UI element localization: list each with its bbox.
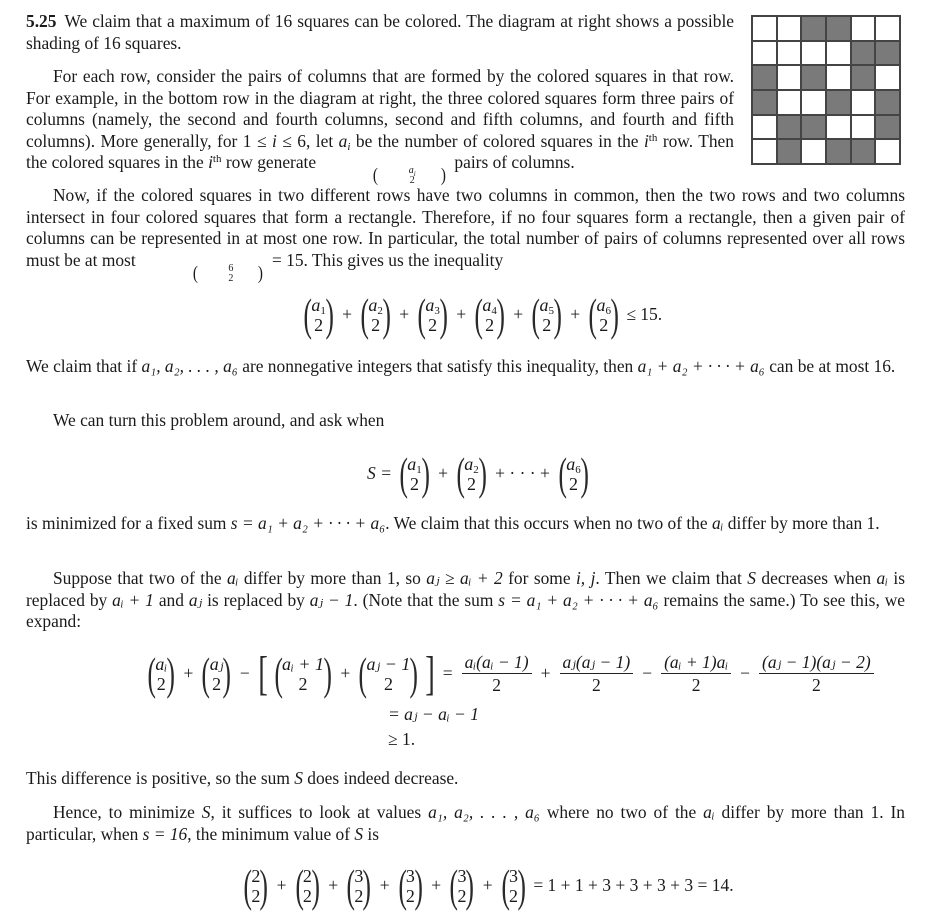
binomial: ( 2 2 ) [294,860,320,911]
sum-S-equation [367,449,592,499]
inequality-equation [300,290,662,340]
plus: + [570,304,581,325]
plus: + [379,875,390,896]
bottom: 2 [410,474,420,494]
text: row generate [221,152,321,173]
bottom: 2 [371,315,381,335]
grid-cell-empty [875,65,900,90]
sub: 6 [575,464,581,476]
var-S: S [354,823,364,844]
sup-th: th [212,153,222,166]
var-S: S [747,568,756,588]
grid-cell-empty [752,41,777,66]
numerator: aᵢ(aᵢ − 1) [462,652,532,674]
inline-binomial-6-2: ( 6 2 ) [192,262,264,284]
text: can be at most 16. [764,356,896,376]
top: a [596,295,606,315]
top: a [407,454,417,474]
bin-top: a [408,165,414,177]
grid-cell-empty [777,90,802,115]
fraction [462,652,532,696]
expansion-line-3 [388,729,415,751]
bottom: 2 [568,474,578,494]
denominator: 2 [492,675,501,695]
plus: + [513,304,524,325]
text: Hence, to minimize [53,802,202,822]
bin-bottom: 2 [228,272,234,284]
plus: + [540,663,551,684]
paragraph-hence [26,802,905,845]
var-ai: aᵢ [226,568,239,588]
denominator: 2 [592,675,601,695]
grid-cell-shaded [752,65,777,90]
grid-cell-shaded [875,90,900,115]
bin-sub: i [413,170,416,179]
var-i: i [271,130,277,151]
text: is replaced by [26,568,906,610]
text: . We claim that this occurs when no two of the [385,513,712,533]
top: a [311,295,321,315]
binomial: ( $a_6$ 2 ) [558,448,589,499]
bottom: 2 [485,315,495,335]
binomial: ( $a_6$ 2 ) [588,289,619,340]
bin-top: 6 [228,262,234,274]
sub-i: i [347,140,351,153]
intro-text: We claim that a maximum of 16 squares can be colored. The diagram at right shows a possible shading of 16 squares. [26,11,734,53]
top: 3 [405,866,415,886]
text: for some [502,568,576,588]
grid-cell-shaded [801,65,826,90]
text: Suppose that two of the [53,568,227,588]
text: For each row, consider the pairs of columns that are formed by the colored squares in that row. For example, in the bottom row in the diagram at right, the three colored squares form three pairs of columns (namely, the second and fourth columns, second and fifth columns, and fourth and fifth columns). More generally, for 1 ≤ [26,66,734,151]
grid-cell-empty [875,139,900,164]
grid-cell-empty [777,65,802,90]
plus: + [399,304,410,325]
grid-cell-empty [826,115,851,140]
var-ai: aᵢ [876,568,888,588]
var-a: a [338,130,348,151]
sup-th: th [648,131,658,144]
right-bracket: ] [424,647,435,700]
text: , the minimum value of [187,823,355,844]
var-S: S [201,802,211,822]
bottom: 2 [302,886,312,906]
plus: + [328,875,339,896]
top: 2 [302,866,312,886]
top: aⱼ [209,654,224,674]
binomial: ( 2 2 ) [243,860,269,911]
expansion-line-2 [388,704,479,726]
plus: + [276,875,287,896]
sum-expr: a₁ + a₂ + · · · + a₆ [637,356,765,376]
var-i: i [208,152,213,173]
expr: s = 16 [142,823,188,844]
top: a [368,295,378,315]
text: Now, if the colored squares in two different rows have two columns in common, then the two rows and two columns intersect in four colored squares that form a rectangle. Therefore, if no four squares form a rectangle, then a given pair of columns can be represented in at most one row. In particular, the total number of pairs of columns represented over all rows must be at most [26,185,905,270]
equals: = [442,663,453,684]
denominator: 2 [811,675,821,695]
lhs: S = [367,463,392,484]
text: This difference is positive, so the sum [26,768,295,788]
binomial: ( $a_1$ 2 ) [303,289,334,340]
inequality: aⱼ ≥ aᵢ + 2 [426,568,503,588]
grid-cell-shaded [777,115,802,140]
grid-cell-shaded [851,65,876,90]
text: differ by more than 1. [723,513,880,533]
grid-cell-shaded [801,115,826,140]
text: be the number of colored squares in the [350,130,644,151]
bin-bottom: 2 [409,175,415,187]
top: aᵢ + 1 [282,654,324,674]
ellipsis-plus: + · · · + [495,463,550,484]
sub: 4 [491,305,497,317]
var-S: S [294,768,303,788]
text: , it suffices to look at values [210,802,429,822]
inequality-tail: ≤ 15. [626,304,663,325]
grid-cell-empty [801,90,826,115]
fraction [661,652,731,696]
grid-cell-shaded [851,139,876,164]
binomial: ( 3 2 ) [398,860,423,911]
var-ij: i, j [575,568,596,588]
grid-cell-empty [826,41,851,66]
binomial: ( $a_4$ 2 ) [474,289,505,340]
numerator: aⱼ(aⱼ − 1) [560,652,634,674]
text: . Then we claim that [595,568,748,588]
text: We claim that if [26,356,142,376]
grid-cell-empty [752,16,777,41]
fraction [560,652,634,696]
paragraph-intro [26,11,734,54]
bottom: 2 [251,886,261,906]
grid-cell-shaded [801,16,826,41]
shading-grid [751,15,901,165]
bottom: 2 [383,674,393,694]
plus: + [438,463,448,484]
plus: + [340,663,351,684]
bottom: 2 [467,474,477,494]
sub: 2 [473,464,479,476]
binomial: ( $a_1$ 2 ) [399,448,430,499]
var-i: i [643,130,649,151]
var-list: a₁, a₂, . . . , a₆ [428,802,540,822]
plus: + [431,875,442,896]
sum-result: = 1 + 1 + 3 + 3 + 3 + 3 = 14. [533,875,734,896]
bottom: 2 [542,315,552,335]
bottom: 2 [156,674,166,694]
plus: + [183,663,194,684]
top: a [539,295,549,315]
top: 3 [354,866,364,886]
text: decreases when [755,568,877,588]
binomial: ( 3 2 ) [346,860,372,911]
expr: ≥ 1. [388,729,416,749]
grid-cell-empty [851,115,876,140]
grid-cell-shaded [851,41,876,66]
sub: 1 [416,464,422,476]
minus: − [740,663,750,684]
grid-cell-shaded [826,90,851,115]
binomial: ( aⱼ 2 ) [201,648,232,699]
denominator: 2 [691,675,701,695]
numerator: (aᵢ + 1)aᵢ [661,652,731,674]
sub: 5 [548,305,554,317]
top: aᵢ [155,654,168,674]
top: a [482,295,492,315]
plus: + [456,304,467,325]
top: aⱼ − 1 [366,654,411,674]
bottom: 2 [354,886,364,906]
paragraph-positive [26,768,905,790]
paragraph-suppose [26,568,905,633]
paragraph-turn-around [26,410,905,432]
grid-cell-empty [777,41,802,66]
fraction [759,652,874,696]
minus: − [239,663,250,684]
bottom: 2 [599,315,609,335]
grid-cell-shaded [875,115,900,140]
plus: + [342,304,353,325]
sub: 2 [377,305,383,317]
text: . (Note that the sum [353,589,499,610]
binomial: ( $a_5$ 2 ) [531,289,562,340]
grid-cell-shaded [752,90,777,115]
text: are nonnegative integers that satisfy this inequality, then [237,356,638,376]
text: and [153,589,189,610]
numerator: (aⱼ − 1)(aⱼ − 2) [759,652,874,674]
expr: aⱼ − 1 [309,589,354,610]
bottom: 2 [298,674,308,694]
grid-cell-shaded [826,16,851,41]
binomial: ( aᵢ + 1 2 ) [274,648,332,699]
var-ai: aᵢ [703,802,715,822]
text: pairs of columns. [450,152,575,173]
text: is replaced by [202,589,310,610]
text: does indeed decrease. [302,768,459,788]
sub: 3 [434,305,440,317]
text: is minimized for a fixed sum [26,513,231,533]
binomial: ( 3 2 ) [449,860,475,911]
binomial: ( $a_3$ 2 ) [417,289,448,340]
problem-number: 5.25 [26,11,57,31]
bottom: 2 [405,886,415,906]
sub: 1 [320,305,326,317]
expr: = aⱼ − aᵢ − 1 [388,704,479,724]
text: differ by more than 1. In particular, when [26,802,905,844]
paragraph-pairs [26,66,734,186]
minimum-S-equation [240,860,734,912]
text: We can turn this problem around, and ask when [53,410,385,430]
bottom: 2 [457,886,467,906]
text: where no two of the [539,802,704,822]
top: 2 [251,866,261,886]
left-bracket: [ [257,647,268,700]
top: a [566,454,576,474]
var-aj: aⱼ [188,589,203,610]
grid-cell-empty [752,115,777,140]
text: row. Then the colored squares in the [26,130,734,173]
grid-cell-empty [777,16,802,41]
grid-cell-empty [851,16,876,41]
grid-cell-shaded [875,41,900,66]
text: is [363,823,380,844]
binomial: ( aᵢ 2 ) [147,648,176,699]
sub: 6 [605,305,611,317]
top: a [464,454,474,474]
binomial: ( $a_2$ 2 ) [456,448,487,499]
grid-cell-empty [875,16,900,41]
grid-cell-empty [801,41,826,66]
plus: + [482,875,493,896]
binomial: ( 3 2 ) [501,860,526,911]
top: a [425,295,435,315]
grid-cell-empty [801,139,826,164]
grid-cell-shaded [777,139,802,164]
binomial: ( $a_2$ 2 ) [360,289,391,340]
var-list: a₁, a₂, . . . , a₆ [141,356,238,376]
grid-cell-empty [752,139,777,164]
var-ai: aᵢ [711,513,724,533]
paragraph-claim [26,356,905,378]
paragraph-minimized [26,513,905,535]
paragraph-rectangle [26,185,905,284]
expansion-equation [144,648,878,700]
bottom: 2 [314,315,324,335]
expr: aᵢ + 1 [112,589,154,610]
text: differ by more than 1, so [238,568,427,588]
bottom: 2 [508,886,518,906]
top: 3 [457,866,467,886]
binomial: ( aⱼ − 1 2 ) [358,648,419,699]
grid-cell-empty [826,65,851,90]
top: 3 [508,866,518,886]
grid-cell-empty [851,90,876,115]
minus: − [642,663,653,684]
text: remains the same.) To see this, we expand: [26,589,906,632]
sum-expr: s = a₁ + a₂ + · · · + a₆ [498,589,659,610]
bottom: 2 [212,674,222,694]
inline-binomial-ai-2: ( $a_i$ 2 ) [373,165,446,187]
bottom: 2 [428,315,438,335]
grid-cell-shaded [826,139,851,164]
text: ≤ 6, let [276,130,339,151]
sum-expr: s = a₁ + a₂ + · · · + a₆ [230,513,386,533]
text: = 15. This gives us the inequality [267,249,504,270]
